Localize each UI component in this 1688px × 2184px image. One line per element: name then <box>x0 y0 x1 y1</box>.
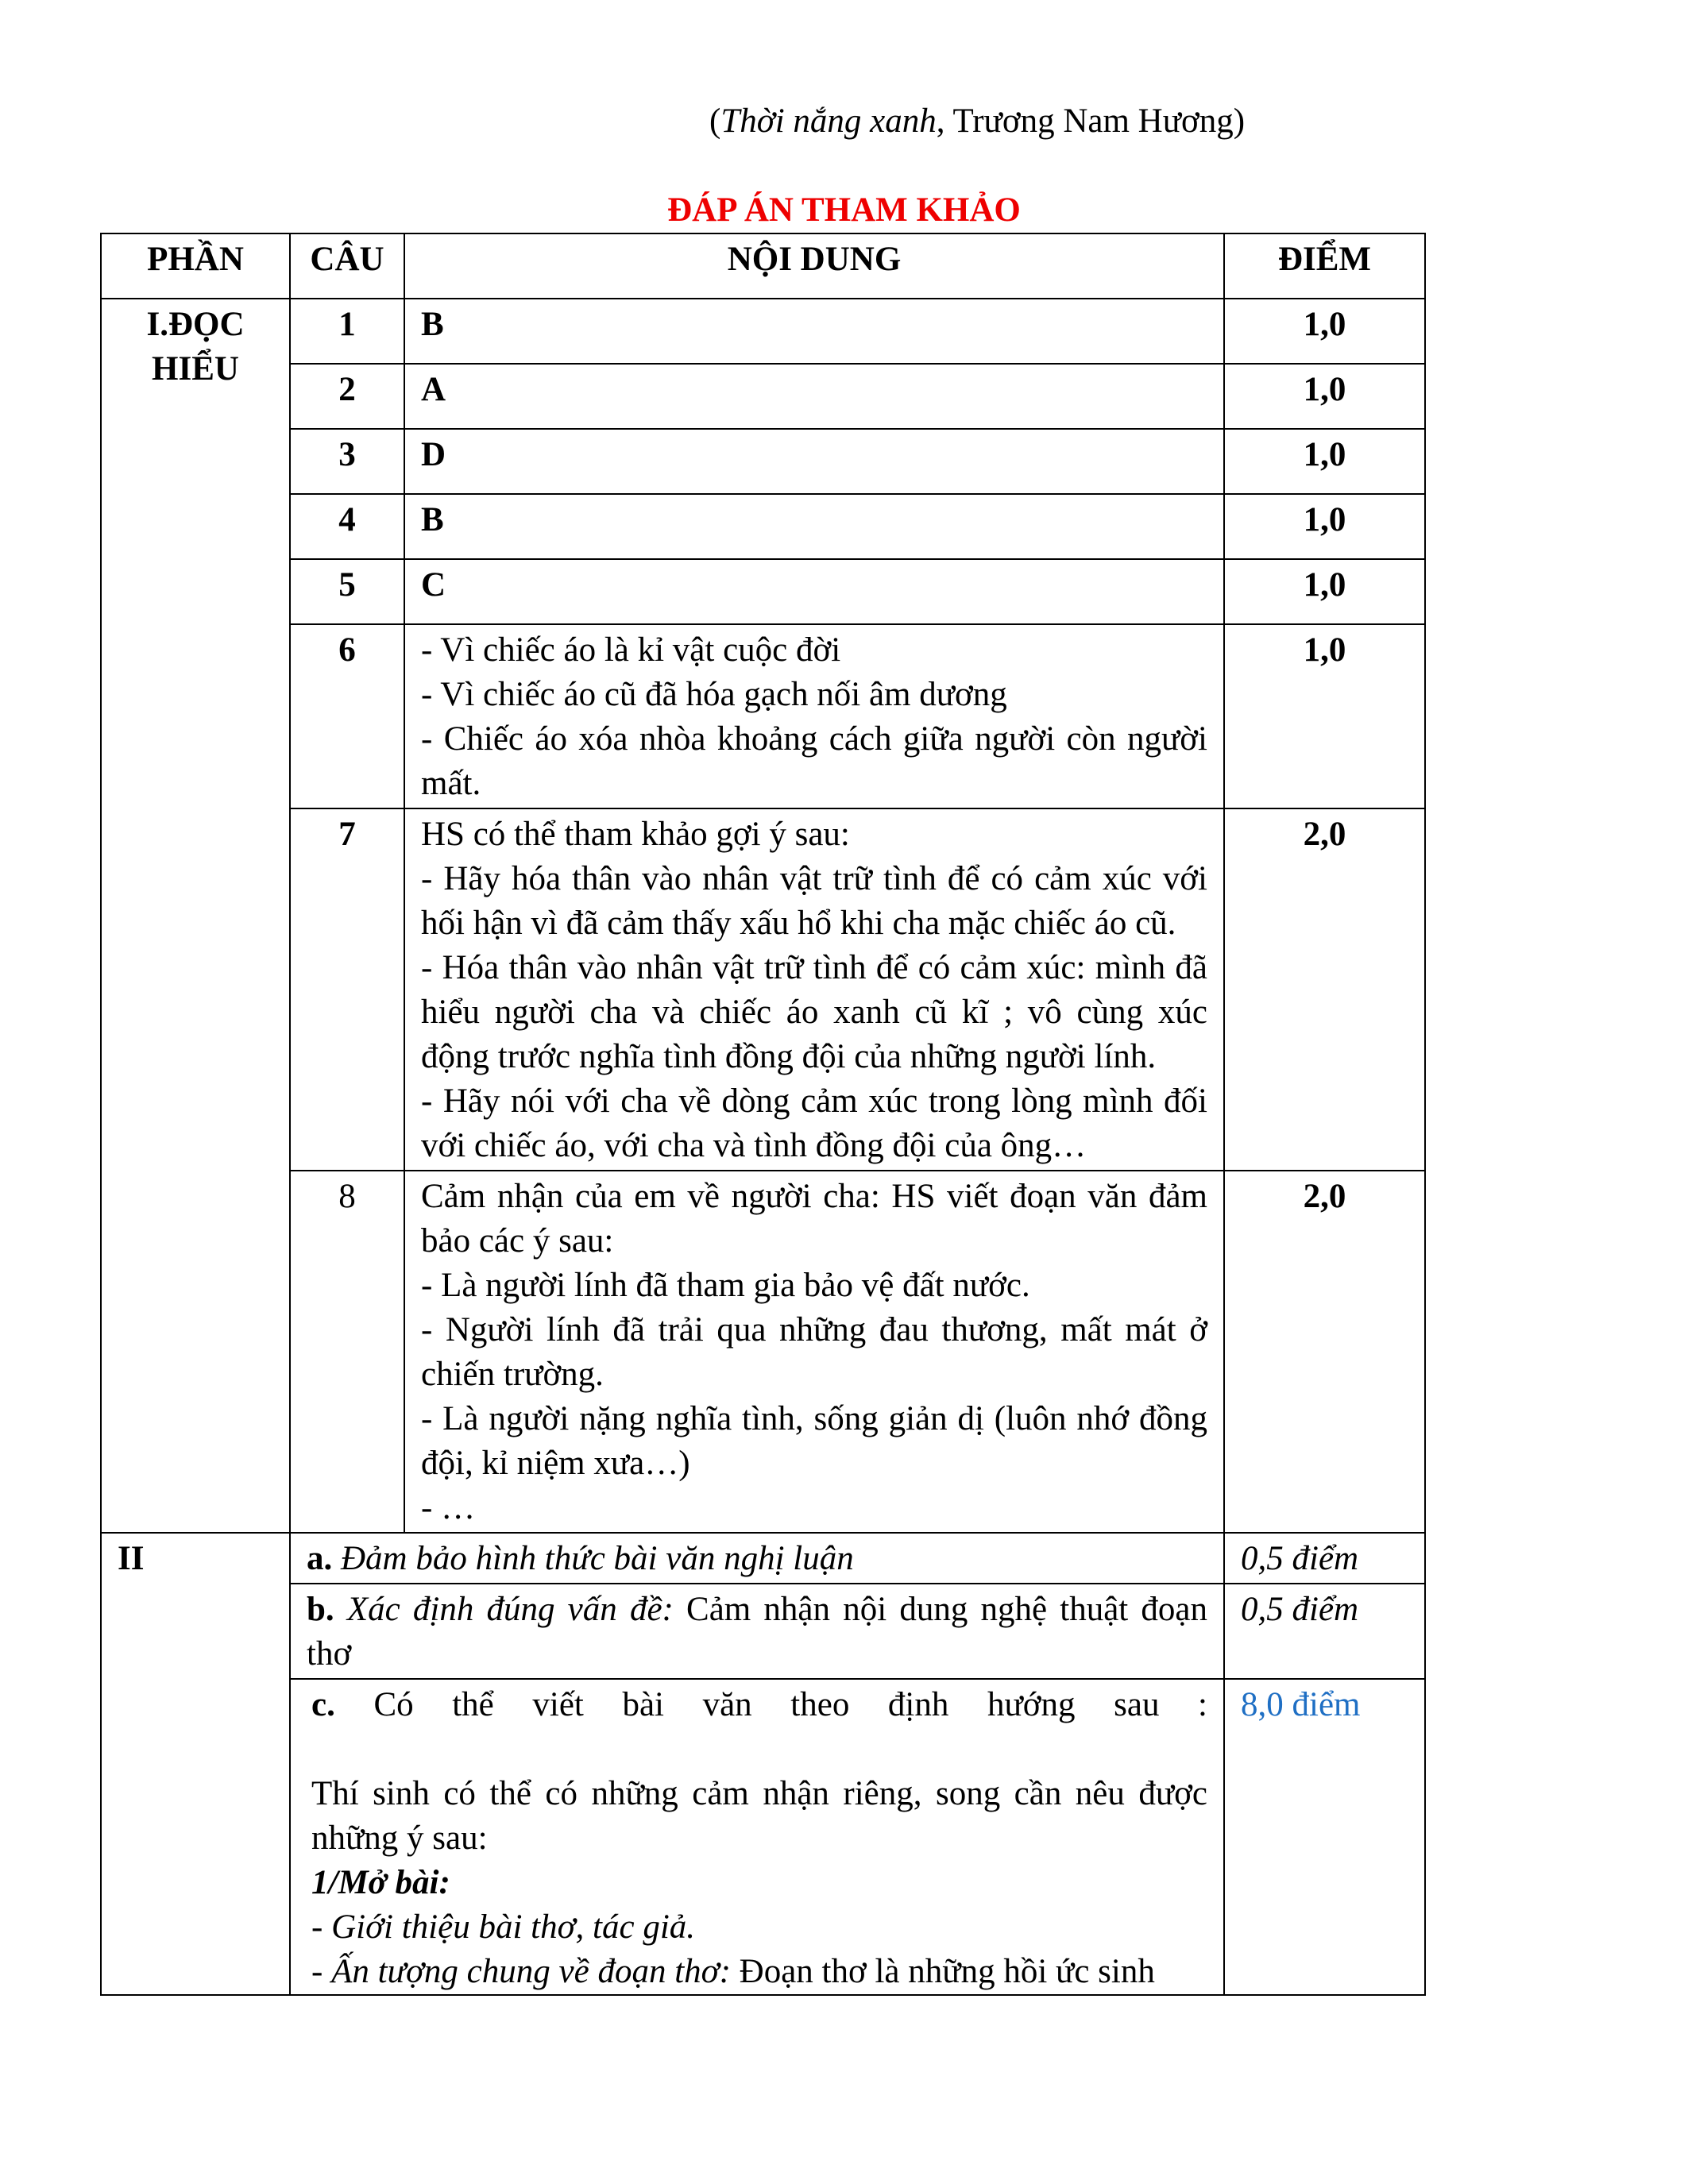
criterion-a-score: 0,5 điểm <box>1224 1533 1425 1584</box>
answer-line: - Chiếc áo xóa nhòa khoảng cách giữa người còn người mất. <box>421 720 1207 802</box>
question-number: 3 <box>290 429 404 494</box>
answer-line: - Vì chiếc áo là kỉ vật cuộc đời <box>421 631 841 669</box>
answer-content: C <box>404 559 1224 624</box>
list-item: - Giới thiệu bài thơ, tác giả. <box>311 1908 696 1946</box>
source-citation: (Thời nắng xanh, Trương Nam Hương) <box>709 102 1246 140</box>
answer-score: 1,0 <box>1224 364 1425 429</box>
answer-line: - … <box>421 1489 476 1526</box>
answer-score: 2,0 <box>1224 808 1425 1171</box>
header-diem: ĐIỂM <box>1224 233 1425 299</box>
table-row <box>101 364 1425 429</box>
answer-score: 1,0 <box>1224 559 1425 624</box>
answer-score: 1,0 <box>1224 299 1425 364</box>
answer-score: 1,0 <box>1224 429 1425 494</box>
header-cau: CÂU <box>290 233 404 299</box>
table-row <box>101 624 1425 808</box>
answer-content: D <box>404 429 1224 494</box>
criterion-b-score: 0,5 điểm <box>1224 1584 1425 1679</box>
answer-line: - Là người lính đã tham gia bảo vệ đất nước. <box>421 1267 1030 1304</box>
criterion-c-heading: c. Có thể viết bài văn theo định hướng sau : <box>311 1686 1207 1723</box>
question-number: 8 <box>290 1171 404 1533</box>
answer-content <box>404 808 1224 1171</box>
answer-line: - Người lính đã trải qua những đau thương, mất mát ở chiến trường. <box>421 1311 1207 1393</box>
list-item: - Ấn tượng chung về đoạn thơ: Đoạn thơ là những hồi ức sinh <box>311 1953 1155 1990</box>
answer-score: 1,0 <box>1224 624 1425 808</box>
answer-line: - Hóa thân vào nhân vật trữ tình để có cảm xúc: mình đã hiểu người cha và chiếc áo xanh cũ kĩ ; vô cùng xúc động trước nghĩa tình đồng đội của những người lính. <box>421 949 1207 1075</box>
answer-line: - Hãy nói với cha về dòng cảm xúc trong lòng mình đối với chiếc áo, với cha và tình đồng đội của ông… <box>421 1082 1207 1164</box>
answer-table <box>100 233 1426 1996</box>
table-row <box>101 1533 1425 1584</box>
question-number: 2 <box>290 364 404 429</box>
criterion-c <box>290 1679 1224 1995</box>
criterion-c-score: 8,0 điểm <box>1224 1679 1425 1995</box>
question-number: 5 <box>290 559 404 624</box>
answer-content <box>404 1171 1224 1533</box>
answer-line: - Hãy hóa thân vào nhân vật trữ tình để có cảm xúc với hối hận vì đã cảm thấy xấu hổ khi cha mặc chiếc áo cũ. <box>421 860 1207 942</box>
criterion-a: a. Đảm bảo hình thức bài văn nghị luận <box>290 1533 1224 1584</box>
answer-line: Cảm nhận của em về người cha: HS viết đoạn văn đảm bảo các ý sau: <box>421 1178 1207 1260</box>
question-number: 6 <box>290 624 404 808</box>
answer-content: B <box>404 494 1224 559</box>
answer-content <box>404 624 1224 808</box>
header-row <box>101 233 1425 299</box>
work-title: Thời nắng xanh <box>720 102 937 140</box>
answer-line: HS có thể tham khảo gợi ý sau: <box>421 816 850 853</box>
header-noi-dung: NỘI DUNG <box>404 233 1224 299</box>
table-row <box>101 299 1425 364</box>
table-row <box>101 808 1425 1171</box>
table-row <box>101 1171 1425 1533</box>
page-title: ĐÁP ÁN THAM KHẢO <box>667 191 1021 229</box>
answer-content: A <box>404 364 1224 429</box>
question-number: 4 <box>290 494 404 559</box>
criterion-c-intro: Thí sinh có thể có những cảm nhận riêng, song cần nêu được những ý sau: <box>311 1775 1207 1857</box>
criterion-b: b. Xác định đúng vấn đề: Cảm nhận nội dung nghệ thuật đoạn thơ <box>290 1584 1224 1679</box>
table-row <box>101 1584 1425 1679</box>
question-number: 7 <box>290 808 404 1171</box>
table-row <box>101 494 1425 559</box>
question-number: 1 <box>290 299 404 364</box>
section-heading: 1/Mở bài: <box>311 1864 450 1901</box>
table-row <box>101 429 1425 494</box>
answer-line: - Là người nặng nghĩa tình, sống giản dị (luôn nhớ đồng đội, kỉ niệm xưa…) <box>421 1400 1207 1482</box>
answer-score: 2,0 <box>1224 1171 1425 1533</box>
header-phan: PHẦN <box>101 233 290 299</box>
table-row <box>101 1679 1425 1995</box>
table-row <box>101 559 1425 624</box>
part2-label: II <box>101 1533 290 1995</box>
answer-line: - Vì chiếc áo cũ đã hóa gạch nối âm dương <box>421 676 1007 713</box>
answer-score: 1,0 <box>1224 494 1425 559</box>
part1-label: I.ĐỌC HIỂU <box>101 299 290 1533</box>
answer-content: B <box>404 299 1224 364</box>
